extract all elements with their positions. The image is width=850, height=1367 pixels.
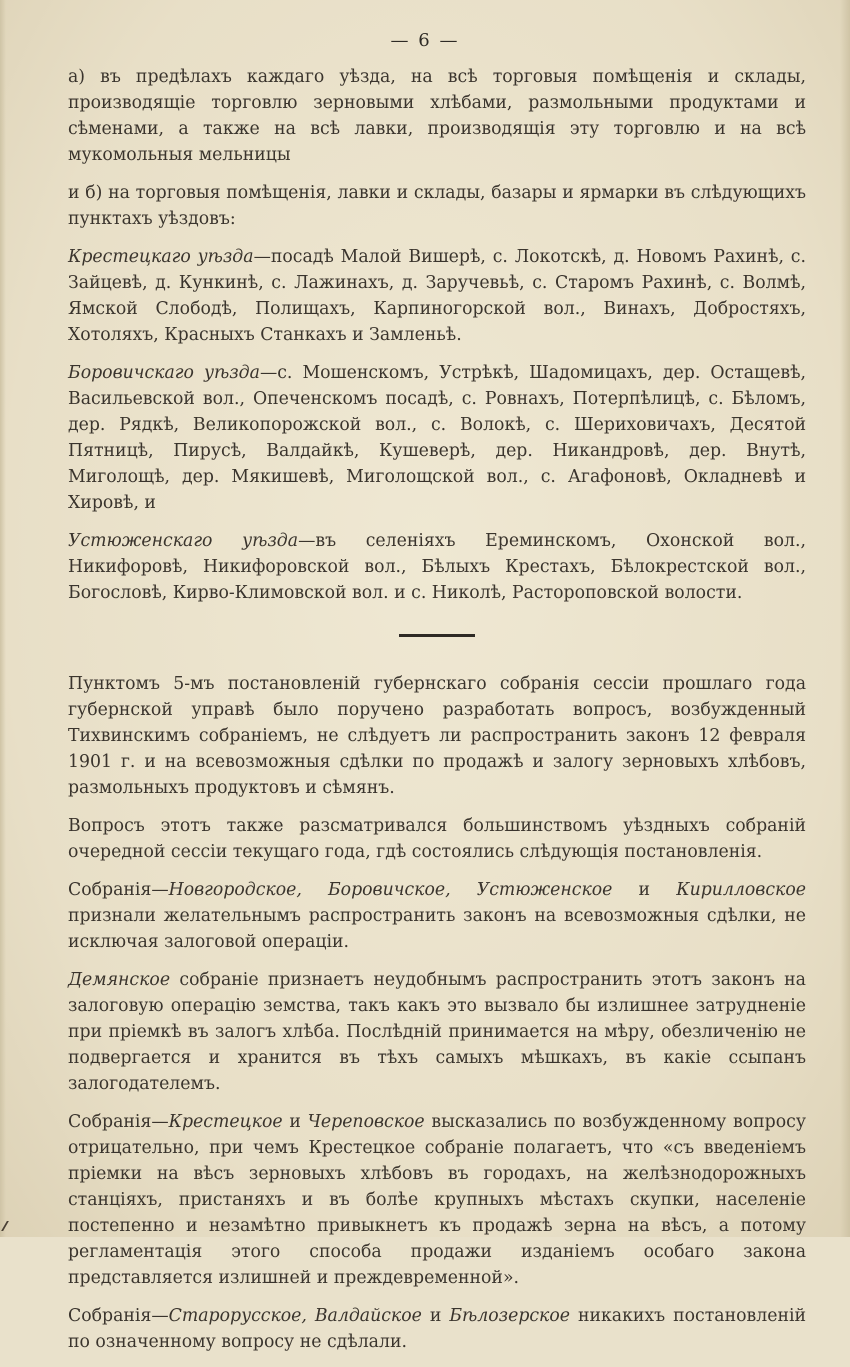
- paragraph: [68, 528, 806, 606]
- text-run: высказались по возбужденному вопросу отрицательно, при чемъ Крестецкое собраніе полагаетъ, что «съ введеніемъ пріемки на вѣсъ зерновыхъ хлѣбовъ въ городахъ, на желѣзнодорожныхъ станціяхъ, пристаняхъ и въ болѣе крупныхъ мѣстахъ скупки, населеніе постепенно и незамѣтно привыкнетъ къ продажѣ зерна на вѣсъ, а потому регламентація этого способа продажи изданіемъ особаго закона представляется излишней и преждевременной».: [68, 1112, 806, 1288]
- text-run: —въ селеніяхъ Ереминскомъ, Охонской вол., Никифоровѣ, Никифоровской вол., Бѣлыхъ Крестахъ, Бѣлокрестской вол., Богословѣ, Кирво-Климовской вол. и с. Николѣ, Растороповской волости.: [68, 531, 806, 603]
- page-edge-shadow-right: [840, 0, 850, 1237]
- paragraph: [68, 1303, 806, 1355]
- italic-text: Крестецкое: [168, 1112, 283, 1132]
- text-run: и: [612, 880, 677, 900]
- paragraph: [68, 1109, 806, 1291]
- italic-text: Череповское: [307, 1112, 425, 1132]
- paragraph: [68, 813, 806, 865]
- italic-text: Бѣлозерское: [449, 1306, 571, 1326]
- text-run: а) въ предѣлахъ каждаго уѣзда, на всѣ торговыя помѣщенія и склады, производящіе торговлю зерновыми хлѣбами, размольными продуктами и сѣменами, а также на всѣ лавки, производящія эту торговлю и на всѣ мукомольныя мельницы: [68, 67, 806, 165]
- text-run: —с. Мошенскомъ, Устрѣкѣ, Шадомицахъ, дер. Остащевѣ, Васильевской вол., Опеченскомъ посадѣ, с. Ровнахъ, Потерпѣлицѣ, с. Бѣломъ, дер. Рядкѣ, Великопорожской вол., с. Волокѣ, с. Шериховичахъ, Десятой Пятницѣ, Пирусѣ, Валдайкѣ, Кушеверѣ, дер. Никандровѣ, дер. Внутѣ, Миголощѣ, дер. Мякишевѣ, Миголощской вол., с. Агафоновѣ, Окладневѣ и Хировѣ, и: [68, 363, 806, 513]
- italic-text: Устюженскаго уѣзда: [68, 531, 299, 551]
- paragraph: [68, 64, 806, 168]
- paragraph: [68, 180, 806, 232]
- paragraph: [68, 967, 806, 1097]
- text-run: и: [282, 1112, 308, 1132]
- italic-text: Боровичскаго уѣзда: [68, 363, 260, 383]
- paragraph: [68, 244, 806, 348]
- text-run: признали желательнымъ распространить законъ на всевозможныя сдѣлки, не исключая залоговой операціи.: [68, 906, 806, 952]
- section-divider: [399, 634, 475, 637]
- text-run: Пунктомъ 5-мъ постановленій губернскаго собранія сессіи прошлаго года губернской управѣ было поручено разработать вопросъ, возбужденный Тихвинскимъ собраніемъ, не слѣдуетъ ли распространить законъ 12 февраля 1901 г. и на всевозможныя сдѣлки по продажѣ и залогу зерновыхъ хлѣбовъ, размольныхъ продуктовъ и сѣмянъ.: [68, 674, 806, 798]
- text-run: и: [421, 1306, 450, 1326]
- italic-text: Кирилловское: [676, 880, 806, 900]
- text-run: Собранія—: [68, 1112, 169, 1132]
- text-run: и б) на торговыя помѣщенія, лавки и склады, базары и ярмарки въ слѣдующихъ пунктахъ уѣздовъ:: [68, 183, 806, 229]
- italic-text: Старорусское, Валдайское: [168, 1306, 422, 1326]
- text-run: собраніе признаетъ неудобнымъ распространить этотъ законъ на залоговую операцію земства, такъ какъ это вызвало бы излишнее затрудненіе при пріемкѣ въ залогъ хлѣба. Послѣдній принимается на мѣру, обезличенію не подвергается и хранится въ тѣхъ самыхъ мѣшкахъ, въ какіе ссыпанъ залогодателемъ.: [68, 970, 806, 1094]
- body-text: [68, 64, 806, 1367]
- italic-text: Демянское: [68, 970, 171, 990]
- text-run: Вопросъ этотъ также разсматривался большинствомъ уѣздныхъ собраній очередной сессіи текущаго года, гдѣ состоялись слѣдующія постановленія.: [68, 816, 806, 862]
- text-run: Собранія—: [68, 880, 169, 900]
- page-edge-shadow-left: [0, 0, 6, 1237]
- page-number: — 6 —: [390, 30, 460, 51]
- section-market-points: [68, 64, 806, 606]
- italic-text: Крестецкаго уѣзда: [68, 247, 254, 267]
- text-run: —посадѣ Малой Вишерѣ, с. Локотскѣ, д. Новомъ Рахинѣ, с. Зайцевѣ, д. Кункинѣ, с. Лажинахъ, д. Заручевьѣ, с. Старомъ Рахинѣ, с. Волмѣ, Ямской Слободѣ, Полищахъ, Карпиногорской вол., Винахъ, Добростяхъ, Хотоляхъ, Красныхъ Станкахъ и Замленьѣ.: [68, 247, 806, 345]
- text-run: Собранія—: [68, 1306, 169, 1326]
- section-assembly-decisions: [68, 671, 806, 1355]
- paragraph: [68, 360, 806, 516]
- italic-text: Новгородское, Боровичское, Устюженское: [168, 880, 613, 900]
- paragraph: [68, 877, 806, 955]
- paragraph: [68, 671, 806, 801]
- text-run: никакихъ постановленій по означенному вопросу не сдѣлали.: [68, 1306, 807, 1352]
